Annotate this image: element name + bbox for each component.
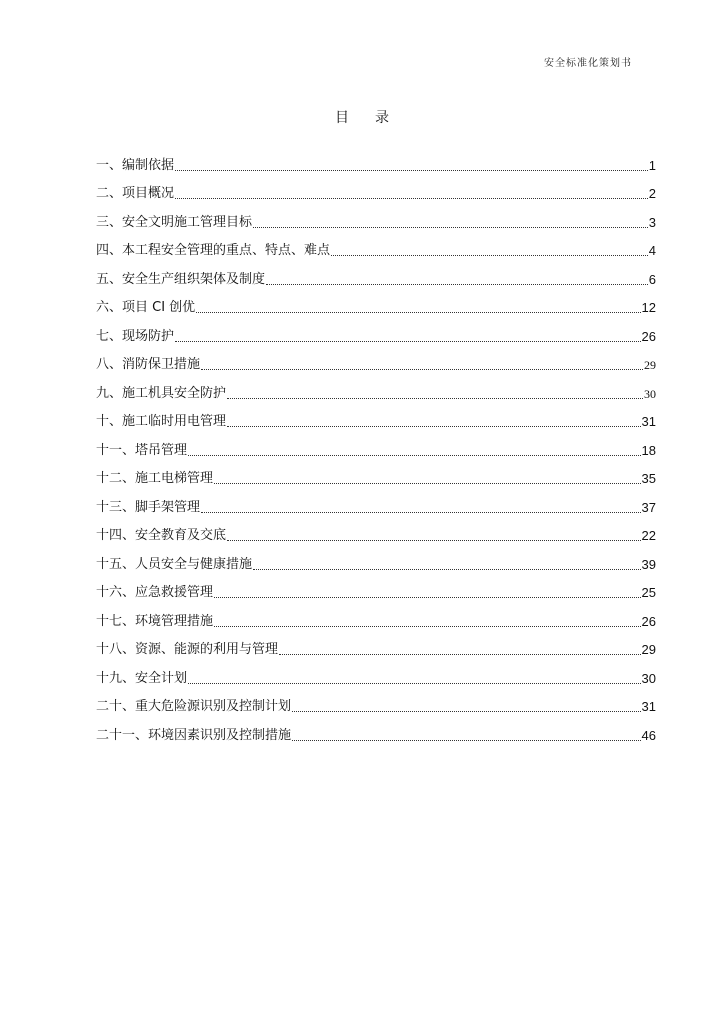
toc-entry[interactable] <box>96 546 656 575</box>
toc-entry-label: 三、安全文明施工管理目标 <box>96 214 253 230</box>
toc-heading: 目录 <box>335 110 415 126</box>
toc-entry-label: 十九、安全计划 <box>96 670 188 686</box>
toc-entry-label: 十二、施工电梯管理 <box>96 471 214 486</box>
toc-page-number: 26 <box>641 613 656 629</box>
toc-dot-leader <box>227 426 641 427</box>
toc-entry-label: 二十、重大危险源识别及控制计划 <box>96 699 292 714</box>
toc-page-number: 1 <box>648 157 656 173</box>
toc-dot-leader <box>227 540 641 541</box>
toc-entry-label: 十四、安全教育及交底 <box>96 528 227 543</box>
toc-entry[interactable] <box>96 660 656 689</box>
toc-dot-leader <box>175 198 648 199</box>
toc-entry[interactable] <box>96 404 656 433</box>
toc-page-number: 12 <box>641 300 656 315</box>
toc-dot-leader <box>266 284 648 285</box>
toc-entry[interactable] <box>96 689 656 718</box>
toc-entry[interactable] <box>96 717 656 746</box>
toc-page-number: 26 <box>641 328 656 344</box>
toc-dot-leader <box>292 711 641 712</box>
header-divider <box>88 70 636 71</box>
toc-entry-label: 二、项目概况 <box>96 186 175 201</box>
toc-entry-label: 十七、环境管理措施 <box>96 613 214 629</box>
toc-page-number: 37 <box>641 499 656 515</box>
toc-entry-label: 八、消防保卫措施 <box>96 357 201 372</box>
toc-page-number: 29 <box>641 642 656 657</box>
toc-entry-label: 十三、脚手架管理 <box>96 499 201 515</box>
toc-entry[interactable] <box>96 318 656 347</box>
toc-entry[interactable] <box>96 261 656 290</box>
toc-entry[interactable] <box>96 603 656 632</box>
toc-page-number: 6 <box>648 271 656 287</box>
toc-page-number: 22 <box>641 528 656 543</box>
toc-dot-leader <box>188 455 641 456</box>
toc-entry[interactable] <box>96 461 656 490</box>
toc-entry[interactable] <box>96 204 656 233</box>
toc-dot-leader <box>201 369 643 370</box>
toc-dot-leader <box>201 512 641 513</box>
toc-page-number: 2 <box>648 186 656 201</box>
toc-page-number: 25 <box>641 585 656 600</box>
toc-page-number: 30 <box>644 386 656 401</box>
toc-entry-label: 九、施工机具安全防护 <box>96 385 227 401</box>
toc-entry-label: 十一、塔吊管理 <box>96 442 188 458</box>
toc-entry[interactable] <box>96 632 656 661</box>
toc-page-number: 46 <box>641 727 656 743</box>
toc-entry-label: 七、现场防护 <box>96 328 175 344</box>
toc-entry-label: 五、安全生产组织架体及制度 <box>96 271 266 287</box>
toc-dot-leader <box>175 341 641 342</box>
toc-page-number: 18 <box>641 442 656 458</box>
toc-dot-leader <box>188 683 641 684</box>
toc-entry[interactable] <box>96 233 656 262</box>
toc-page-number: 39 <box>641 556 656 572</box>
toc-entry-label: 六、项目 CI 创优 <box>96 300 196 315</box>
toc-entry[interactable] <box>96 290 656 319</box>
toc-dot-leader <box>214 597 641 598</box>
toc-entry[interactable] <box>96 347 656 376</box>
toc-entry-label: 十五、人员安全与健康措施 <box>96 556 253 572</box>
toc-entry-label: 十六、应急救援管理 <box>96 585 214 600</box>
toc-page-number: 35 <box>641 471 656 486</box>
toc-entry[interactable] <box>96 375 656 404</box>
toc-page-number: 30 <box>641 670 656 686</box>
toc-dot-leader <box>331 255 648 256</box>
toc-dot-leader <box>196 312 640 313</box>
document-header-title: 安全标准化策划书 <box>544 58 632 69</box>
toc-dot-leader <box>253 227 648 228</box>
toc-entry[interactable] <box>96 575 656 604</box>
toc-entry[interactable] <box>96 489 656 518</box>
toc-dot-leader <box>292 740 641 741</box>
toc-dot-leader <box>227 398 643 399</box>
toc-entry-label: 四、本工程安全管理的重点、特点、难点 <box>96 243 331 258</box>
toc-entry-label: 二十一、环境因素识别及控制措施 <box>96 727 292 743</box>
toc-dot-leader <box>214 483 641 484</box>
toc-page-number: 29 <box>644 358 656 372</box>
toc-page-number: 31 <box>641 699 656 714</box>
toc-entry-label: 十八、资源、能源的利用与管理 <box>96 642 279 657</box>
toc-entry[interactable] <box>96 176 656 205</box>
toc-entry-label: 一、编制依据 <box>96 157 175 173</box>
toc-entry[interactable] <box>96 518 656 547</box>
toc-entry[interactable] <box>96 147 656 176</box>
toc-dot-leader <box>175 170 648 171</box>
toc-page-number: 31 <box>641 414 656 429</box>
toc-entry[interactable] <box>96 432 656 461</box>
toc-page-number: 4 <box>648 243 656 258</box>
toc-dot-leader <box>253 569 641 570</box>
toc-page-number: 3 <box>648 214 656 230</box>
toc-dot-leader <box>279 654 641 655</box>
table-of-contents <box>96 147 656 746</box>
toc-dot-leader <box>214 626 641 627</box>
toc-entry-label: 十、施工临时用电管理 <box>96 414 227 429</box>
